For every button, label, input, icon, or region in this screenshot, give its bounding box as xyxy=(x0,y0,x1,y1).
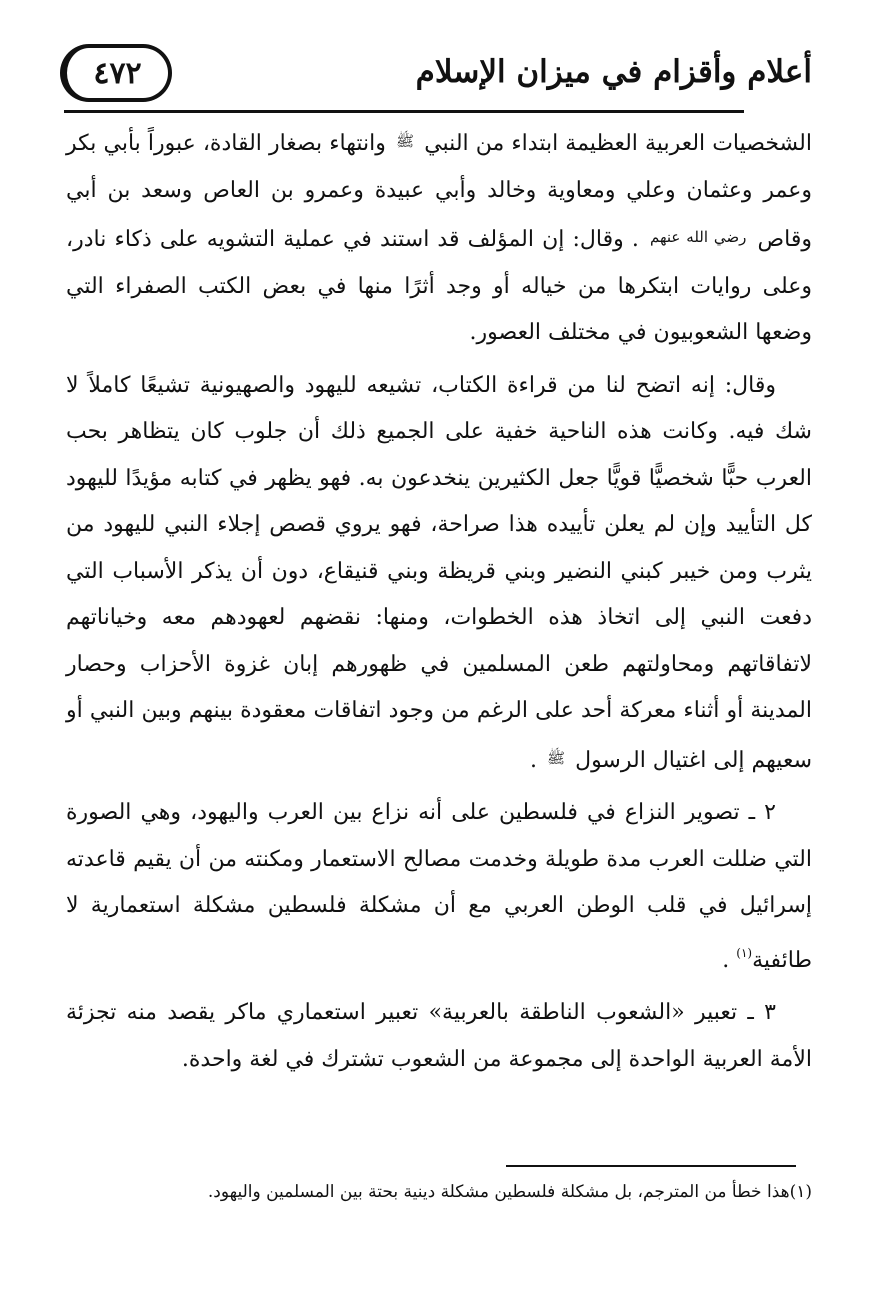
paragraph-3-text-b: . xyxy=(722,947,730,973)
header-divider xyxy=(64,110,744,113)
paragraph-4 xyxy=(66,990,812,1083)
paragraph-4-text: ٣ ـ تعبير «الشعوب الناطقة بالعربية» تعبير استعماري ماكر يقصد منه تجزئة الأمة العربية الواحدة إلى مجموعة من الشعوب تشترك في لغة واحدة. xyxy=(66,1000,812,1072)
paragraph-1-text-b: وانتهاء بصغار القادة، عبوراً بأبي بكر وعمر وعثمان وعلي ومعاوية وخالد وأبي عبيدة وعمرو بن العاص وسعد بن أبي وقاص xyxy=(66,131,812,252)
page-number: ٤٧٢ xyxy=(93,55,142,91)
paragraph-1-text-c: . وقال: إن المؤلف قد استند في عملية التشويه على ذكاء نادر، وعلى روايات ابتكرها من خياله أو وجد أثرًا منها في بعض الكتب الصفراء التي وضعها الشعوبيون في مختلف العصور. xyxy=(66,227,812,345)
paragraph-2 xyxy=(66,363,812,785)
paragraph-2-text-a: وقال: إنه اتضح لنا من قراءة الكتاب، تشيعه لليهود والصهيونية تشيعًا كاملاً لا شك فيه. وكانت هذه الناحية خفية على الجميع ذلك أن جلوب كان يتظاهر بحب العرب حبًّا شخصيًّا قويًّا جعل الكثيرين ينخدعون به. فهو يظهر في كتابه مؤيدًا لليهود كل التأييد وإن لم يعلن تأييده هذا صراحة، فهو يروي قصص إجلاء النبي لليهود من يثرب ومن خيبر كبني النضير وبني قريظة وبني قنيقاع، دون أن يذكر الأسباب التي دفعت النبي إلى اتخاذ هذه الخطوات، ومنها: نقضهم لعهودهم معه وخياناتهم لاتفاقاتهم ومحاولتهم طعن المسلمين في ظهورهم إبان غزوة الأحزاب وحصار المدينة أو أثناء معركة أحد على الرغم من وجود اتفاقات معقودة بينهم وبين النبي أو سعيهم إلى اغتيال الرسول xyxy=(66,372,812,773)
paragraph-3 xyxy=(66,790,812,984)
salawat-honorific: ﷺ xyxy=(395,132,415,150)
paragraph-3-text-a: ٢ ـ تصوير النزاع في فلسطين على أنه نزاع بين العرب واليهود، وهي الصورة التي ضللت العرب مدة طويلة وخدمت مصالح الاستعمار ومكنته من أن يقيم قاعدته إسرائيل في قلب الوطن العربي مع أن مشكلة فلسطين مشكلة استعمارية لا طائفية xyxy=(66,800,812,973)
footnote-text: (١)هذا خطأ من المترجم، بل مشكلة فلسطين مشكلة دينية بحتة بين المسلمين واليهود. xyxy=(207,1182,812,1202)
radiallahu-honorific: رضي الله عنهم xyxy=(650,228,747,246)
paragraph-1 xyxy=(66,118,812,357)
salawat-honorific: ﷺ xyxy=(546,748,566,767)
paragraph-1-text-a: الشخصيات العربية العظيمة ابتداء من النبي xyxy=(424,131,812,156)
footnote-divider xyxy=(506,1165,796,1167)
page-header xyxy=(60,44,812,108)
page-number-badge xyxy=(60,44,172,102)
paragraph-2-text-b: . xyxy=(529,747,537,773)
main-text xyxy=(66,118,812,1083)
footnote-reference: (١) xyxy=(736,945,753,960)
running-title: أعلام وأقزام في ميزان الإسلام xyxy=(415,54,812,90)
